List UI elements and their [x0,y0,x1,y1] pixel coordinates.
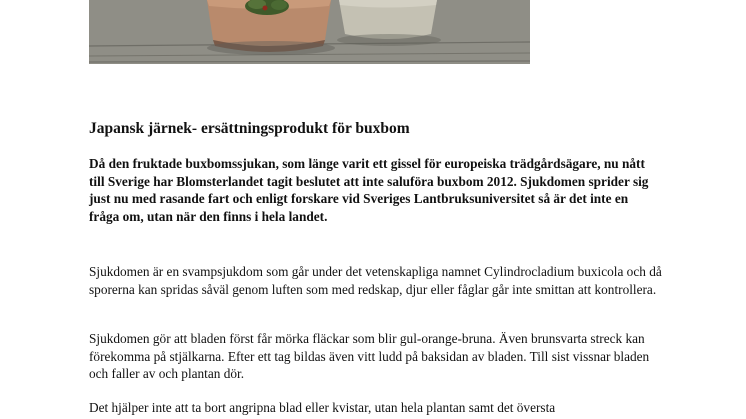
potted-plants-image [89,0,530,64]
body-paragraph: Sjukdomen är en svampsjukdom som går under det vetenskapliga namnet Cylindrocladium buxicola och då sporerna kan spridas såväl genom luften som med redskap, djur eller fåglar går inte smittan att kontrollera. [89,264,662,297]
article-lead: Då den fruktade buxbomssjukan, som länge varit ett gissel för europeiska trädgårdsägare, nu nått till Sverige har Blomsterlandet tagit beslutet att inte saluföra buxbom 2012. Sjukdomen sprider sig just nu med rasande fart och enligt forskare vid Sveriges Lantbruksuniversitet så är det inte en fråga om, utan när den finns i hela landet. [89,156,649,224]
article-title: Japansk järnek- ersättningsprodukt för buxbom [89,120,410,137]
body-paragraph: Sjukdomen gör att bladen först får mörka fläckar som blir gul-orange-bruna. Även brunsvarta streck kan förekomma på stjälkarna. Efter ett tag bildas även vitt ludd på baksidan av bladen. Till sist vissnar bladen och faller av och plantan dör. [89,331,650,382]
article-photo [89,0,530,64]
body-paragraph: Det hjälper inte att ta bort angripna blad eller kvistar, utan hela plantan samt det översta [89,400,556,415]
